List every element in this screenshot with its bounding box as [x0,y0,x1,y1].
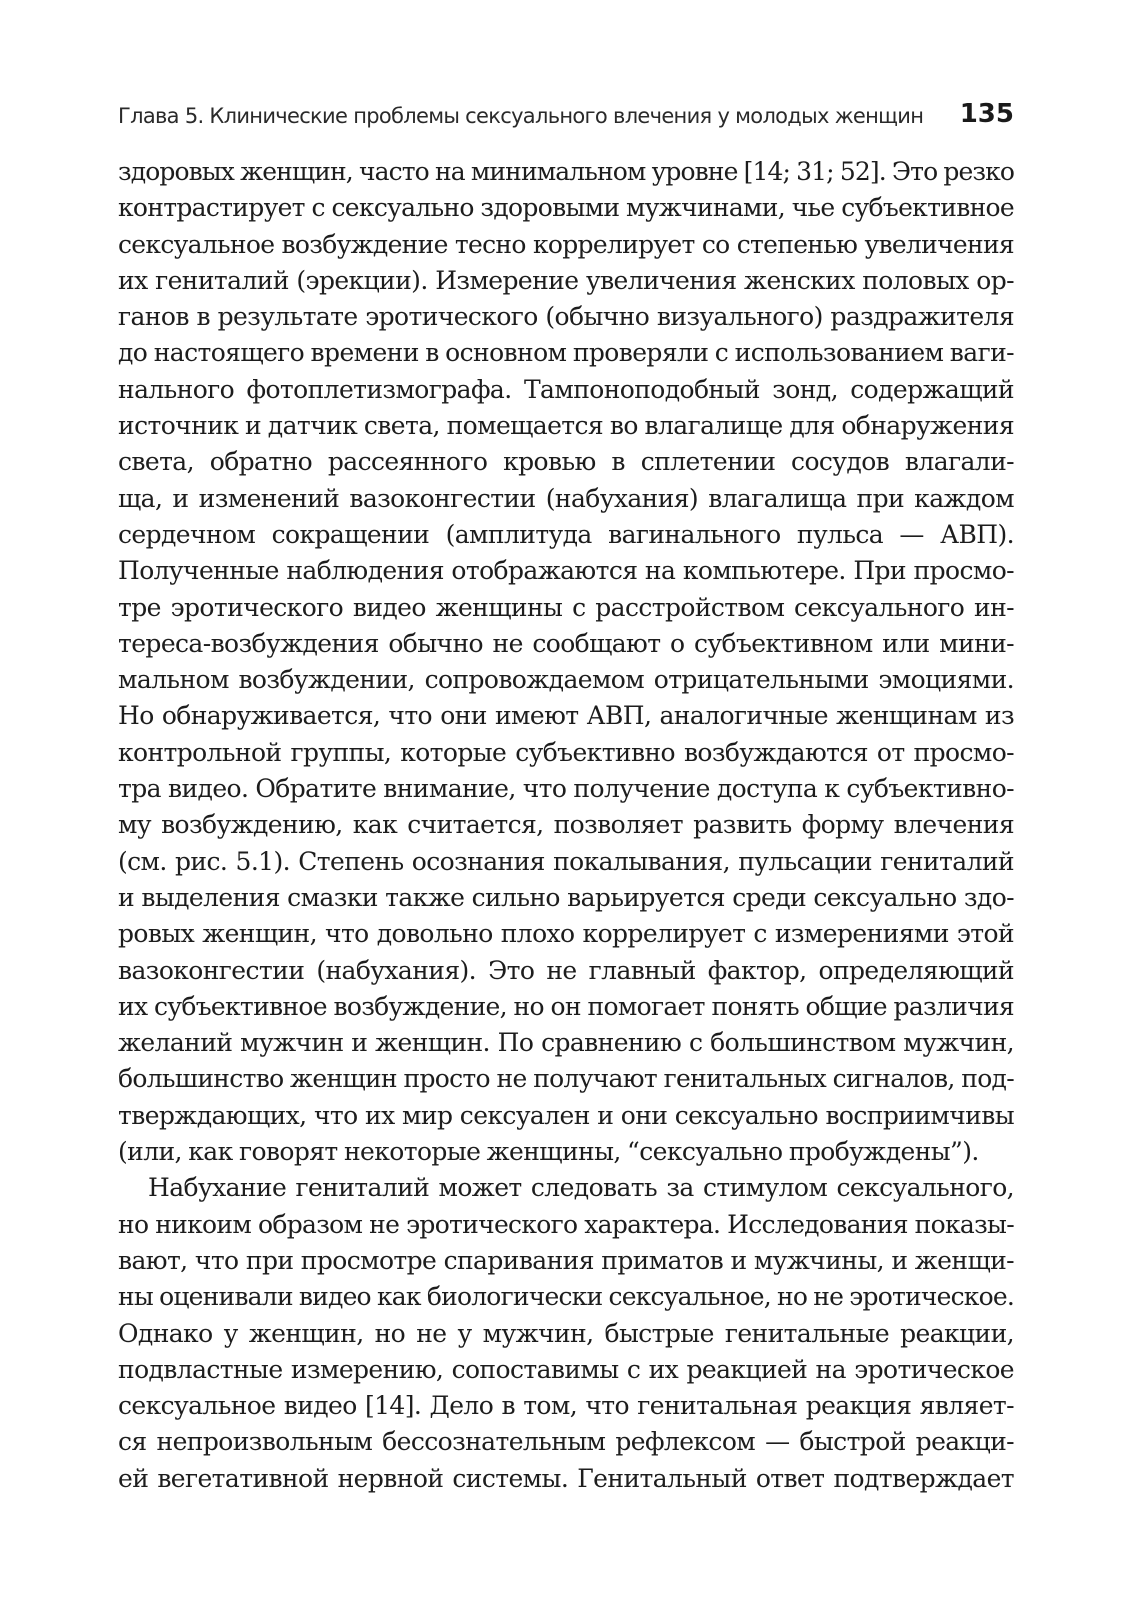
text-line: (или, как говорят некоторые женщины, “сексуально пробуждены”). [118,1137,979,1167]
text-line: и выделения смазки также сильно варьируется среди сексуально здо- [118,882,1014,912]
text-line: мальном возбуждении, сопровождаемом отрицательными эмоциями. [118,665,1014,695]
running-header [118,96,1014,136]
text-line: Полученные наблюдения отображаются на компьютере. При просмо- [118,556,1014,586]
paragraph-1 [118,154,1014,1170]
text-line: но никоим образом не эротического характера. Исследования показы- [118,1209,1014,1239]
text-line: ганов в результате эротического (обычно визуального) раздражителя [118,302,1014,332]
text-line: источник и датчик света, помещается во влагалище для обнаружения [118,411,1014,441]
text-line: ны оценивали видео как биологически сексуальное, но не эротическое. [118,1282,1014,1312]
text-line: ровых женщин, что довольно плохо коррелирует с измерениями этой [118,919,1014,949]
text-line: Набухание гениталий может следовать за стимулом сексуального, [148,1173,1014,1203]
text-line: тра видео. Обратите внимание, что получение доступа к субъективно- [118,774,1014,804]
text-line: желаний мужчин и женщин. По сравнению с большинством мужчин, [118,1028,1014,1058]
text-line: (см. рис. 5.1). Степень осознания покалывания, пульсации гениталий [118,846,1014,876]
text-line: ей вегетативной нервной системы. Генитальный ответ подтверждает [118,1463,1014,1493]
text-line: здоровых женщин, часто на минимальном уровне [14; 31; 52]. Это резко [118,157,1014,186]
text-line: тре эротического видео женщины с расстройством сексуального ин- [118,592,1014,622]
text-line: большинство женщин просто не получают генитальных сигналов, под- [118,1064,1014,1094]
text-line: му возбуждению, как считается, позволяет развить форму влечения [118,810,1014,840]
text-line: нального фотоплетизмографа. Тампоноподобный зонд, содержащий [118,374,1014,404]
text-line: вают, что при просмотре спаривания приматов и мужчины, и женщи- [118,1245,1014,1275]
text-line: контрольной группы, которые субъективно возбуждаются от просмо- [118,737,1014,767]
body-text [118,154,1014,1497]
page-number: 135 [959,99,1014,129]
text-line: света, обратно рассеянного кровью в сплетении сосудов влагали- [118,447,1014,477]
text-line: их гениталий (эрекции). Измерение увеличения женских половых ор- [118,265,1014,295]
text-line: сексуальное видео [14]. Дело в том, что генитальная реакция являет- [118,1391,1014,1421]
text-line: ща, и изменений вазоконгестии (набухания) влагалища при каждом [118,483,1014,513]
text-line: вазоконгестии (набухания). Это не главный фактор, определяющий [118,955,1014,985]
text-line: подвластные измерению, сопоставимы с их реакцией на эротическое [118,1354,1014,1384]
text-line: тереса-возбуждения обычно не сообщают о субъективном или мини- [118,628,1014,658]
paragraph-2 [118,1170,1014,1497]
text-line: сексуальное возбуждение тесно коррелирует со степенью увеличения [118,229,1014,259]
text-line: Однако у женщин, но не у мужчин, быстрые генитальные реакции, [118,1318,1014,1348]
text-line: до настоящего времени в основном проверяли с использованием ваги- [118,338,1014,368]
chapter-title: Глава 5. Клинические проблемы сексуального влечения у молодых женщин [118,104,924,128]
text-line: Но обнаруживается, что они имеют АВП, аналогичные женщинам из [118,701,1014,731]
text-line: контрастирует с сексуально здоровыми мужчинами, чье субъективное [118,193,1014,223]
text-line: сердечном сокращении (амплитуда вагинального пульса — АВП). [118,519,1014,549]
text-line: тверждающих, что их мир сексуален и они сексуально восприимчивы [118,1100,1014,1130]
text-line: их субъективное возбуждение, но он помогает понять общие различия [118,991,1014,1021]
text-line: ся непроизвольным бессознательным рефлексом — быстрой реакци- [118,1427,1014,1457]
